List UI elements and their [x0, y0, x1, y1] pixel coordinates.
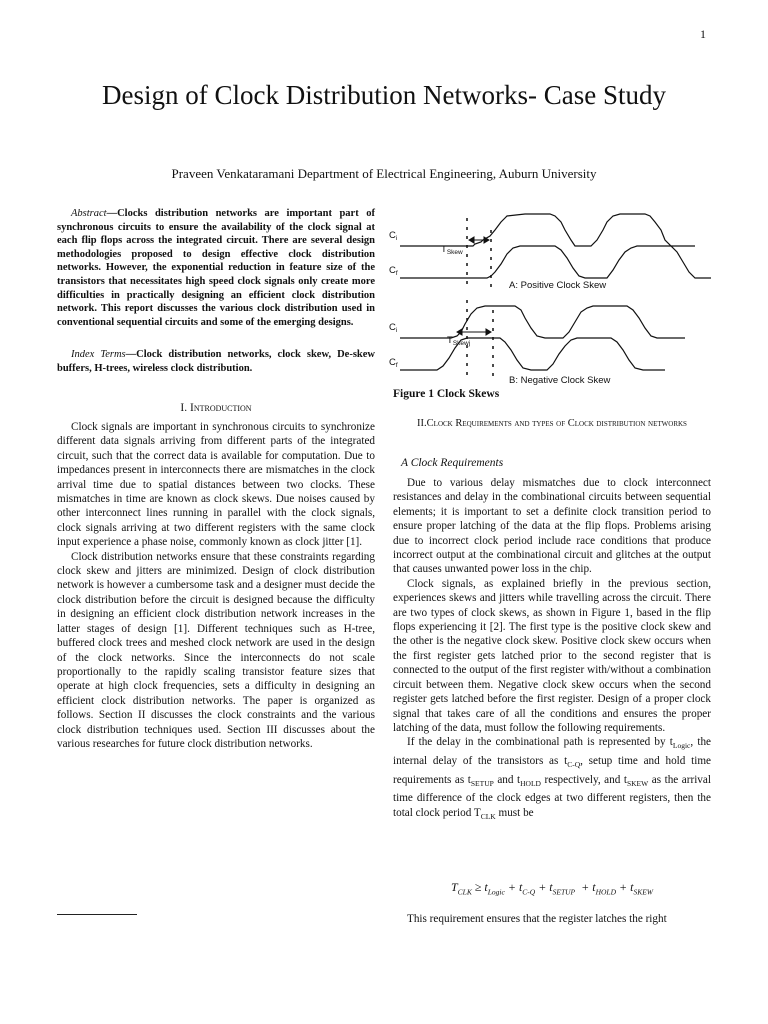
index-terms-label: Index Terms — [71, 349, 126, 360]
abstract-text: —Clocks distribution networks are important part of synchronous circuits to ensure the availability of the clock signal at each flip flops across the integrated circuit. There are several design methodologies proposed to design effective clock distribution networks. However, the exponential reduction in feature size of the transistors that necessitates high speed clock signals only create more difficulties in practically designing an efficient clock distribution network. This report discusses the various clock distribution used in conventional sequential circuits and some of the emerging designs. — [57, 208, 375, 328]
waveform-b-cf — [400, 338, 665, 370]
figure-clock-skews — [389, 200, 715, 390]
label-a-ci: $C_i$ — [389, 230, 398, 242]
skew-arrowhead-a-left — [469, 237, 474, 243]
footnote-rule — [57, 914, 137, 915]
section-heading-clock-requirements: II.Clock Requirements and types of Clock distribution networks — [417, 418, 687, 429]
skew-arrowhead-b-right — [486, 329, 491, 335]
page-number: 1 — [700, 27, 706, 41]
label-a-tskew: $T_{Skew}$ — [441, 244, 463, 256]
clock-period-formula: $T_{CLK} \ge t_{Logic} + t_{C-Q} + t_{SETUP} + t_{HOLD} + t_{SKEW}$ — [450, 880, 654, 897]
index-terms-text: —Clock distribution networks, clock skew, De-skew buffers, H-trees, wireless clock distribution. — [57, 349, 376, 374]
author-line: Praveen Venkataramani Department of Electrical Engineering, Auburn University — [171, 166, 597, 181]
label-b-tskew: $T_{Skewj}$ — [447, 335, 471, 347]
section-heading-introduction: I. Introduction — [180, 402, 252, 414]
label-positive-skew: A: Positive Clock Skew — [509, 280, 607, 291]
requirements-paragraph-1: Due to various delay mismatches due to clock interconnect resistances and delay in the combinational circuits between sequential elements; it is important to set a definite clock transition period to ensure proper latching of the data at the flip flops. Problems arising due to incorrect clock period include race conditions that produce incorrect output at the combinational circuit and glitches at the output that causes unwanted power loss in the chip. — [393, 477, 711, 576]
label-b-ci: $C_i$ — [389, 322, 398, 334]
label-b-cf: $C_f$ — [389, 357, 398, 369]
waveform-b-ci — [400, 306, 685, 338]
index-terms — [57, 348, 375, 375]
clock-requirements-body — [393, 476, 711, 824]
paper-title: Design of Clock Distribution Networks- Case Study — [102, 80, 666, 110]
clock-skew-diagram — [389, 200, 715, 390]
requirements-paragraph-4: This requirement ensures that the register latches the right — [407, 913, 667, 925]
abstract-label: Abstract — [71, 208, 107, 219]
introduction-body — [57, 420, 375, 751]
requirements-paragraph-2: Clock signals, as explained briefly in the previous section, experiences skews and jitters while travelling across the circuit. There are two types of clock skews, as shown in Figure 1, based in the flip flops experiencing it [2]. The first type is the positive clock skew and the other is the negative clock skew. Positive clock skew occurs when the first register gets latched prior to the second register that is connected to the output of the first register with/without a combination circuit between them. Negative clock skew occurs when the second register gets latched before the first register. Design of a proper clock signal that takes care of all the conditions and ensures the proper latching of the data, must follow the following requirements. — [393, 577, 711, 734]
intro-paragraph-2: Clock distribution networks ensure that these constraints regarding clock skew and jitters are minimized. Design of clock distribution network is however a cumbersome task and a designer must decide the clock distribution before the circuit is designed because the difficulty in designing an efficient clock distribution network increases in the latter stages of design [1]. Different techniques such as H-tree, buffered clock trees and meshed clock network are used in the design of the clock networks. Since the interconnects do not scale proportionally to the rapidly scaling transistor feature sizes that operate at high clock frequencies, sets a difficulty in designing an efficient clock distribution networks. The paper is organized as follows. Section II discusses the clock constraints and the various clock distribution techniques used. Section III discusses about the various researches for future clock distribution networks. — [57, 550, 375, 750]
subsection-heading-a: A Clock Requirements — [401, 457, 504, 469]
requirements-paragraph-3: If the delay in the combinational path is represented by $t_{Logic}$, the internal delay of the transistors as $t_{C-Q}$, setup time and hold time requirements as $t_{SETUP}$ and $t_{HOLD}$ respectively, and $t_{SKEW}$ as the arrival time difference of the clock edges at two different registers, then the total clock period $T_{CLK}$ must be — [393, 736, 711, 821]
intro-paragraph-1: Clock signals are important in synchronous circuits to synchronize different data signals arriving from different parts of the integrated circuit, such that the correct data is available for computation. Due to impedances present in interconnects there are mismatches in the clock arrival time due to spatial distances between two clocks. These mismatches in time are known as clock skews. Due noises caused by other interconnect lines running in parallel with the clock signals, clock signals arriving at two different registers with the same clock input experience a phase noise, commonly known as clock jitter [1]. — [57, 421, 375, 549]
waveform-a-ci — [400, 214, 695, 246]
abstract — [57, 207, 375, 329]
label-a-cf: $C_f$ — [389, 265, 398, 277]
figure-caption: Figure 1 Clock Skews — [393, 388, 500, 400]
label-negative-skew: B: Negative Clock Skew — [509, 375, 611, 386]
